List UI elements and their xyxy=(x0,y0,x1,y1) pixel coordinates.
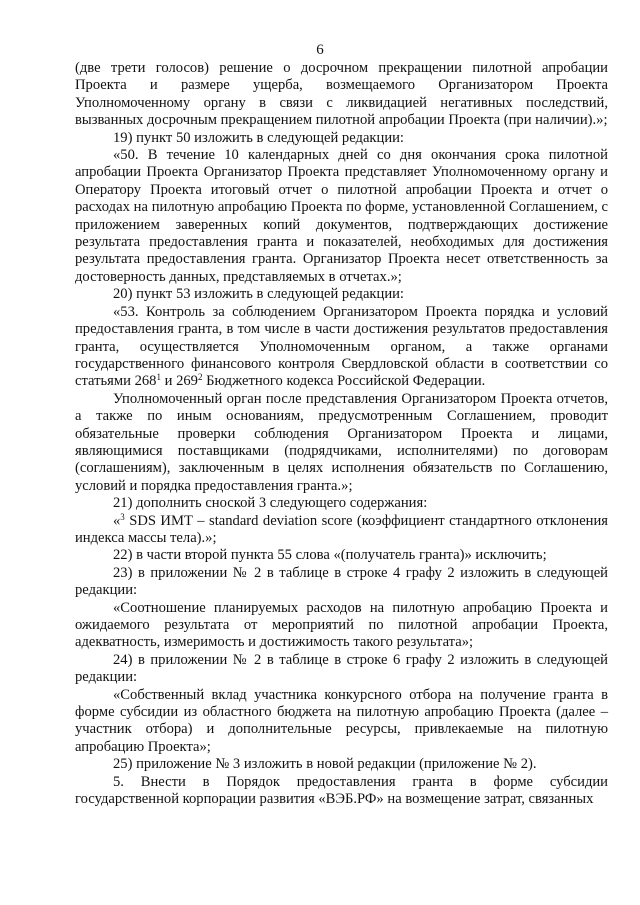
paragraph-text: и 269 xyxy=(160,373,198,390)
paragraph: 25) приложение № 3 изложить в новой редакции (приложение № 2). xyxy=(113,756,537,773)
paragraph: 21) дополнить сноской 3 следующего содержания: xyxy=(113,495,428,512)
paragraph: 5. Внести в Порядок предоставления гранта в форме субсидии государственной корпорации развития «ВЭБ.РФ» на возмещение затрат, связанных xyxy=(75,773,608,808)
paragraph: 23) в приложении № 2 в таблице в строке 4 графу 2 изложить в следующей редакции: xyxy=(75,564,608,599)
paragraph: 19) пункт 50 изложить в следующей редакции: xyxy=(113,129,404,146)
paragraph-text: Бюджетного кодекса Российской Федерации. xyxy=(202,373,486,390)
paragraph-text: SDS ИМТ – standard deviation score (коэффициент стандартного отклонения индекса массы тела).»; xyxy=(75,512,608,546)
superscript: 2 xyxy=(197,372,203,383)
paragraph: 22) в части второй пункта 55 слова «(получатель гранта)» исключить; xyxy=(113,547,547,564)
paragraph: «Соотношение планируемых расходов на пилотную апробацию Проекта и ожидаемого результата от мероприятий по пилотной апробации Проекта, адекватность, измеримость и достижимость такого результата»; xyxy=(75,599,608,651)
superscript: 1 xyxy=(156,372,161,383)
paragraph xyxy=(75,304,608,391)
page-number: 6 xyxy=(316,42,324,58)
paragraph xyxy=(75,513,608,548)
paragraph: 24) в приложении № 2 в таблице в строке 6 графу 2 изложить в следующей редакции: xyxy=(75,651,608,686)
paragraph: «Собственный вклад участника конкурсного отбора на получение гранта в форме субсидии из областного бюджета на пилотную апробацию Проекта (далее – участник отбора) и дополнительные ресурсы, привлекаемые на пилотную апробацию Проекта»; xyxy=(75,686,608,755)
paragraph: 20) пункт 53 изложить в следующей редакции: xyxy=(113,286,404,303)
paragraph: Уполномоченный орган после представления Организатором Проекта отчетов, а также по иным основаниям, предусмотренным Соглашением, проводит обязательные проверки соблюдения Организатором Проекта и лицами, являющимися поставщиками (подрядчиками, исполнителями) по договорам (соглашениям), заключенным в целях исполнения обязательств по Соглашению, условий и порядка предоставления гранта.»; xyxy=(75,390,608,494)
paragraph: «50. В течение 10 календарных дней со дня окончания срока пилотной апробации Проекта Организатор Проекта представляет Уполномоченному органу и Оператору Проекта итоговый отчет о пилотной апробации Проекта и отчет о расходах на пилотную апробацию Проекта по форме, установленной Соглашением, с приложением заверенных копий документов, подтверждающих достижение результата предоставления гранта и показателей, необходимых для достижения результата предоставления гранта. Организатор Проекта несет ответственность за достоверность данных, представляемых в отчетах.»; xyxy=(75,147,608,285)
document-body xyxy=(75,60,608,808)
paragraph-text: «53. Контроль за соблюдением Организатором Проекта порядка и условий предоставления гранта, в том числе в части достижения результатов предоставления гранта, осуществляется Уполномоченным органом, а также органами государственного финансового контроля Свердловской области в соответствии со статьями 268 xyxy=(75,303,608,390)
paragraph-text: « xyxy=(113,512,121,529)
paragraph: (две трети голосов) решение о досрочном прекращении пилотной апробации Проекта и размере ущерба, возмещаемого Организатором Проекта Уполномоченному органу в связи с ликвидацией негативных последствий, вызванных досрочным прекращением пилотной апробации Проекта (при наличии).»; xyxy=(75,60,608,129)
footnote-marker: 3 xyxy=(120,511,125,522)
